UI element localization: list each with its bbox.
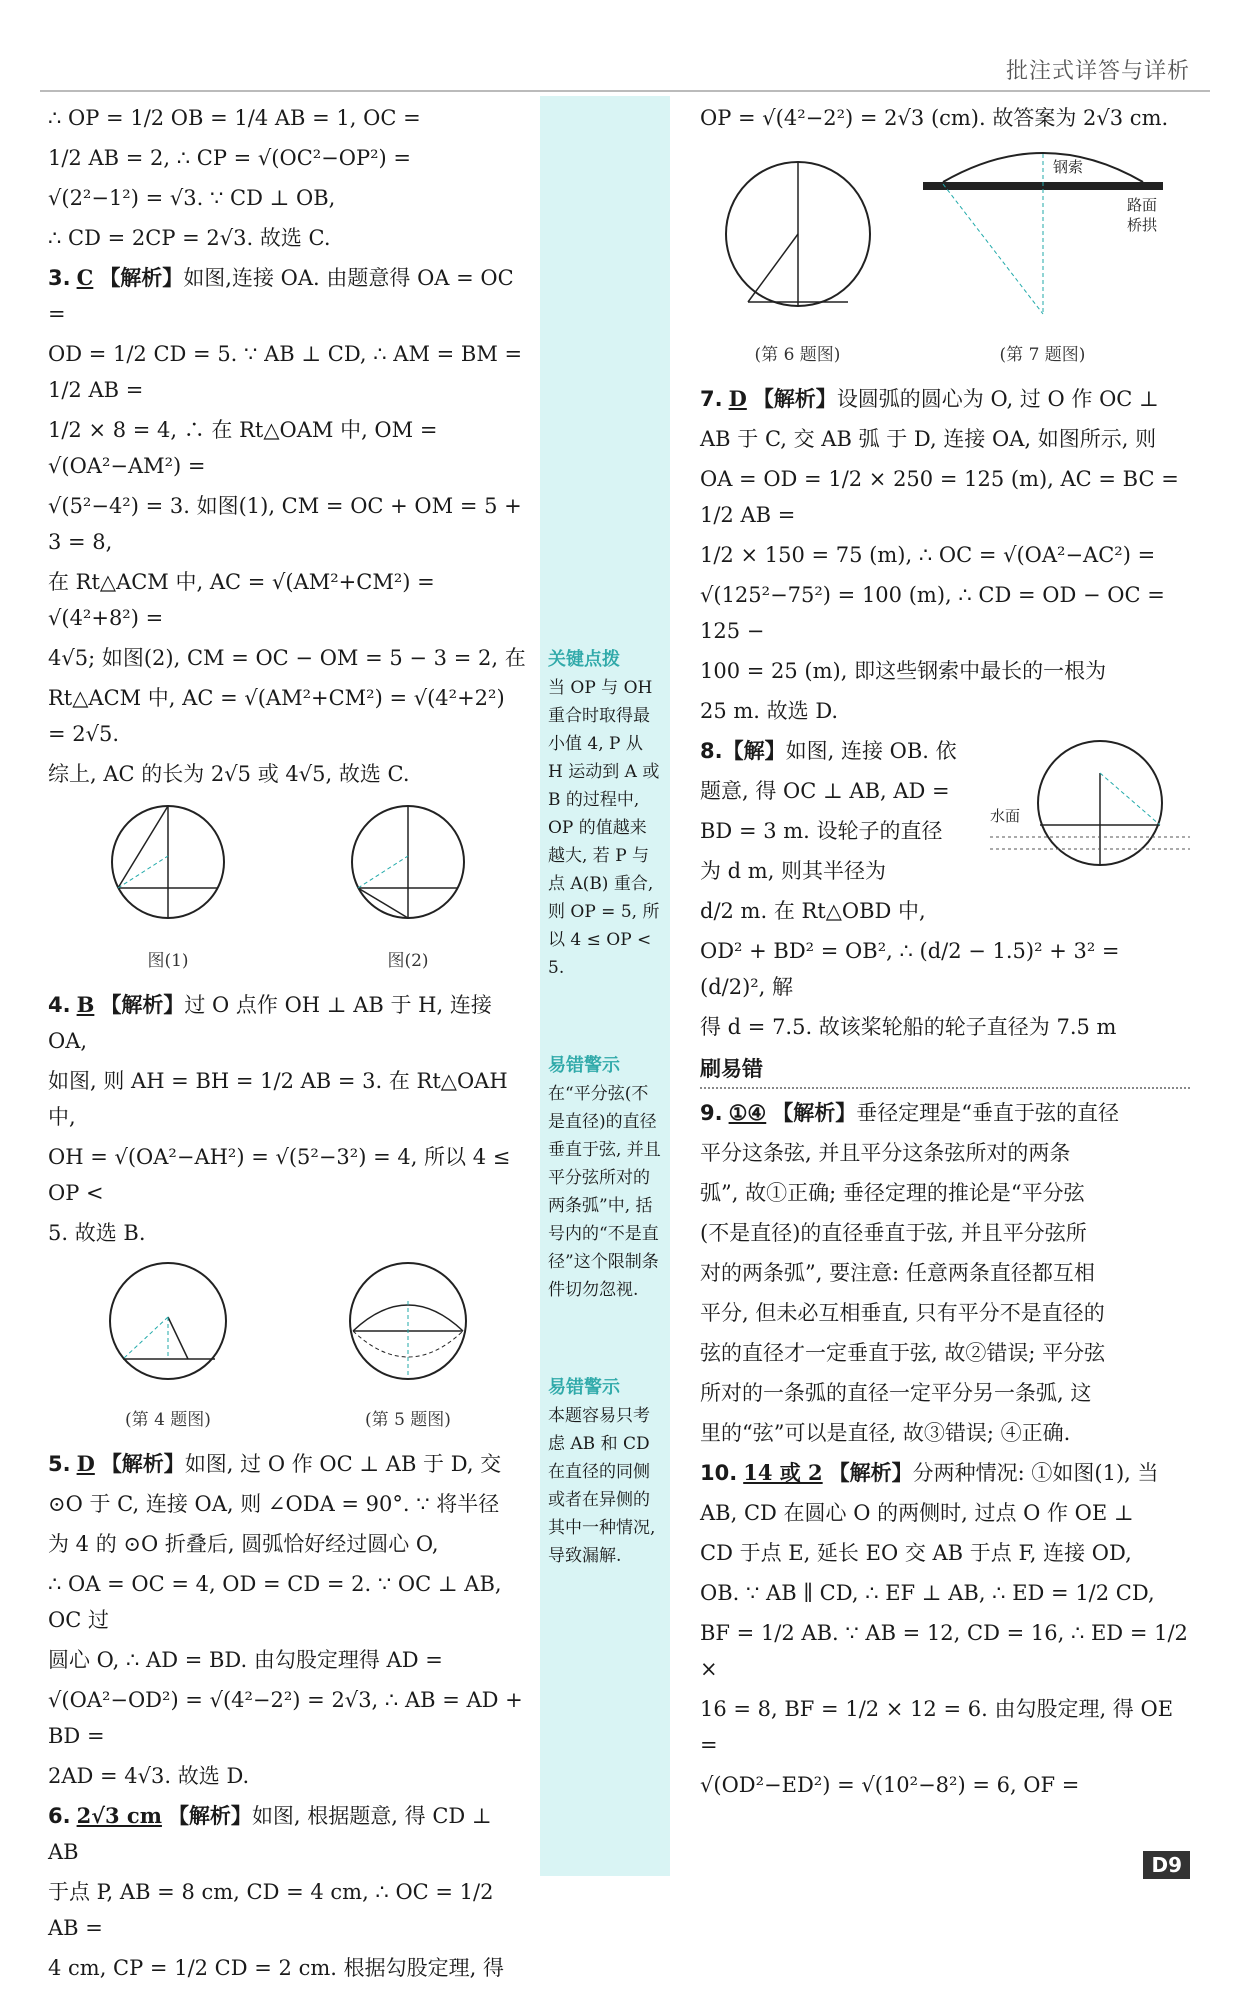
question-3: [48, 260, 528, 979]
q7-line: 100 = 25 (m), 即这些钢索中最长的一根为: [700, 659, 1107, 683]
q8-line: 得 d = 7.5. 故该桨轮船的轮子直径为 7.5 m: [700, 1015, 1117, 1039]
sidebar-heading-warning-1: 易错警示: [548, 1055, 620, 1076]
section-heading: 刷易错: [700, 1051, 1190, 1089]
sidebar-heading-warning-2: 易错警示: [548, 1377, 620, 1398]
q7-label-cable: 钢索: [1052, 158, 1083, 176]
q6-line: 于点 P, AB = 8 cm, CD = 4 cm, ∴ OC = 1/2 AB =: [48, 1880, 494, 1940]
q3-figure-1-caption: 图(1): [147, 951, 189, 971]
q7-line: OA = OD = 1/2 × 250 = 125 (m), AC = BC = 1/2 AB =: [700, 467, 1179, 527]
q7-line: 设圆弧的圆心为 O, 过 O 作 OC ⊥: [836, 387, 1159, 411]
q10-answer: 14 或 2: [743, 1460, 823, 1485]
q5-line: 为 4 的 ⊙O 折叠后, 圆弧恰好经过圆心 O,: [48, 1532, 439, 1556]
page-number: D9: [1143, 1851, 1190, 1879]
q7-line: AB 于 C, 交 AB 弧 于 D, 连接 OA, 如图所示, 则: [700, 427, 1157, 451]
q3-line: 4√5; 如图(2), CM = OC − OM = 5 − 3 = 2, 在: [48, 646, 526, 670]
q4-tag: 【解析】: [100, 993, 185, 1017]
q4-line: 过 O 点作 OH ⊥ AB 于 H, 连接 OA,: [48, 993, 492, 1053]
q7-line: √(125²−75²) = 100 (m), ∴ CD = OD − OC = 125 −: [700, 583, 1165, 643]
q10-line: √(OD²−ED²) = √(10²−8²) = 6, OF =: [700, 1773, 1080, 1797]
q9-answer: ①④: [728, 1100, 767, 1125]
q9-line: 弧”, 故①正确; 垂径定理的推论是“平分弦: [700, 1181, 1085, 1205]
q10-line: 分两种情况: ①如图(1), 当: [912, 1461, 1159, 1485]
q7-line: 1/2 × 150 = 75 (m), ∴ OC = √(OA²−AC²) =: [700, 543, 1156, 567]
q10-line: CD 于点 E, 延长 EO 交 AB 于点 F, 连接 OD,: [700, 1541, 1132, 1565]
intro-block: [48, 100, 528, 256]
q9-line: 平分, 但未必互相垂直, 只有平分不是直径的: [700, 1301, 1105, 1325]
intro-line: ∴ CD = 2CP = 2√3. 故选 C.: [48, 226, 331, 250]
annotation-sidebar: [540, 96, 670, 1876]
q6-number: 6.: [48, 1804, 71, 1828]
q10-line: AB, CD 在圆心 O 的两侧时, 过点 O 作 OE ⊥: [700, 1501, 1134, 1525]
header-divider: [40, 90, 1210, 92]
q6-answer: 2√3 cm: [76, 1803, 162, 1828]
q4-line: OH = √(OA²−AH²) = √(5²−3²) = 4, 所以 4 ≤ OP <: [48, 1145, 511, 1205]
q7-number: 7.: [700, 387, 723, 411]
question-9: [700, 1095, 1190, 1451]
q7-label-arch: 桥拱: [1126, 216, 1157, 234]
q10-number: 10.: [700, 1461, 738, 1485]
q5-tag: 【解析】: [100, 1452, 185, 1476]
q5-line: ∴ OA = OC = 4, OD = CD = 2. ∵ OC ⊥ AB, OC 过: [48, 1572, 502, 1632]
left-column: [48, 100, 528, 1990]
q3-line: 1/2 × 8 = 4, ∴ 在 Rt△OAM 中, OM = √(OA²−AM²) =: [48, 418, 438, 478]
q3-number: 3.: [48, 266, 71, 290]
q5-answer: D: [76, 1451, 95, 1476]
q3-line: Rt△ACM 中, AC = √(AM²+CM²) = √(4²+2²) = 2√5.: [48, 686, 505, 746]
q3-line: 在 Rt△ACM 中, AC = √(AM²+CM²) = √(4²+8²) =: [48, 570, 435, 630]
question-7: [700, 381, 1190, 729]
intro-line: ∴ OP = 1/2 OB = 1/4 AB = 1, OC =: [48, 106, 421, 130]
q5-figure-caption: (第 5 题图): [365, 1410, 451, 1430]
q3-line: 如图,连接 OA. 由题意得 OA = OC =: [48, 266, 514, 326]
q3-figure-1: [93, 800, 243, 979]
q8-water-label: 水面: [990, 807, 1021, 825]
q8-line: 为 d m, 则其半径为: [700, 859, 887, 883]
q8-tag: 【解】: [722, 739, 786, 763]
question-4: [48, 987, 528, 1438]
q8-number: 8.: [700, 739, 723, 763]
q6-continuation: OP = √(4²−2²) = 2√3 (cm). 故答案为 2√3 cm.: [700, 106, 1169, 130]
q5-line: √(OA²−OD²) = √(4²−2²) = 2√3, ∴ AB = AD + BD =: [48, 1688, 523, 1748]
question-8: [700, 733, 1190, 1045]
q9-line: 垂径定理是“垂直于弦的直径: [856, 1101, 1119, 1125]
q9-line: 平分这条弦, 并且平分这条弦所对的两条: [700, 1141, 1071, 1165]
q3-line: OD = 1/2 CD = 5. ∵ AB ⊥ CD, ∴ AM = BM = 1/2 AB =: [48, 342, 523, 402]
sidebar-text-warning-2: 本题容易只考虑 AB 和 CD 在直径的同侧或者在异侧的其中一种情况, 导致漏解.: [548, 1406, 656, 1566]
q8-line: d/2 m. 在 Rt△OBD 中,: [700, 899, 926, 923]
q6-line: 4 cm, CP = 1/2 CD = 2 cm. 根据勾股定理, 得: [48, 1956, 504, 1980]
q10-line: OB. ∵ AB ∥ CD, ∴ EF ⊥ AB, ∴ ED = 1/2 CD,: [700, 1581, 1155, 1605]
question-5: [48, 1446, 528, 1794]
q9-line: 所对的一条弧的直径一定平分另一条弧, 这: [700, 1381, 1092, 1405]
q4-answer: B: [76, 992, 95, 1017]
q5-line: 2AD = 4√3. 故选 D.: [48, 1764, 250, 1788]
q5-line: 圆心 O, ∴ AD = BD. 由勾股定理得 AD =: [48, 1648, 443, 1672]
intro-line: √(2²−1²) = √3. ∵ CD ⊥ OB,: [48, 186, 336, 210]
header-title: 批注式详答与详析: [1005, 59, 1190, 84]
q9-number: 9.: [700, 1101, 723, 1125]
q7-line: 25 m. 故选 D.: [700, 699, 839, 723]
q3-answer: C: [76, 265, 94, 290]
q4-figure: [93, 1259, 243, 1438]
q8-line: 题意, 得 OC ⊥ AB, AD =: [700, 779, 950, 803]
sidebar-heading-key-tip: 关键点拨: [548, 649, 620, 670]
sidebar-text-warning-1: 在“平分弦(不是直径)的直径垂直于弦, 并且平分弦所对的两条弧”中, 括号内的“不是直径”这个限制条件切勿忽视.: [548, 1084, 661, 1300]
q5-figure: [333, 1259, 483, 1438]
q9-tag: 【解析】: [772, 1101, 857, 1125]
q7-answer: D: [728, 386, 747, 411]
q6-tag: 【解析】: [167, 1804, 252, 1828]
q6-figure: [718, 144, 878, 373]
q8-figure: [990, 733, 1190, 883]
q3-line: √(5²−4²) = 3. 如图(1), CM = OC + OM = 5 + 3 = 8,: [48, 494, 522, 554]
q4-line: 5. 故选 B.: [48, 1221, 146, 1245]
q6-line: 如图, 根据题意, 得 CD ⊥ AB: [48, 1804, 492, 1864]
q7-label-road: 路面: [1126, 196, 1157, 214]
right-column: [700, 100, 1190, 1807]
q9-line: 里的“弦”可以是直径, 故③错误; ④正确.: [700, 1421, 1071, 1445]
q7-figure-caption: (第 7 题图): [999, 345, 1086, 365]
intro-line: 1/2 AB = 2, ∴ CP = √(OC²−OP²) =: [48, 146, 412, 170]
q8-line: OD² + BD² = OB², ∴ (d/2 − 1.5)² + 3² = (d/2)², 解: [700, 939, 1120, 999]
q5-line: 如图, 过 O 作 OC ⊥ AB 于 D, 交: [184, 1452, 502, 1476]
q10-line: BF = 1/2 AB. ∵ AB = 12, CD = 16, ∴ ED = 1/2 ×: [700, 1621, 1188, 1681]
q6-figure-caption: (第 6 题图): [754, 345, 841, 365]
question-10: [700, 1455, 1190, 1803]
q5-number: 5.: [48, 1452, 71, 1476]
q9-line: (不是直径)的直径垂直于弦, 并且平分弦所: [700, 1221, 1087, 1245]
q9-line: 弦的直径才一定垂直于弦, 故②错误; 平分弦: [700, 1341, 1106, 1365]
q3-figure-2-caption: 图(2): [387, 951, 429, 971]
question-6: [48, 1798, 528, 1986]
q4-number: 4.: [48, 993, 71, 1017]
q9-line: 对的两条弧”, 要注意: 任意两条直径都互相: [700, 1261, 1095, 1285]
q7-tag: 【解析】: [752, 387, 837, 411]
q4-line: 如图, 则 AH = BH = 1/2 AB = 3. 在 Rt△OAH 中,: [48, 1069, 508, 1129]
q3-tag: 【解析】: [99, 266, 184, 290]
q3-figure-2: [333, 800, 483, 979]
q3-line: 综上, AC 的长为 2√5 或 4√5, 故选 C.: [48, 762, 410, 786]
q4-figure-caption: (第 4 题图): [125, 1410, 211, 1430]
q5-line: ⊙O 于 C, 连接 OA, 则 ∠ODA = 90°. ∵ 将半径: [48, 1492, 500, 1516]
sidebar-text-key-tip: 当 OP 与 OH 重合时取得最小值 4, P 从 H 运动到 A 或 B 的过程中, OP 的值越来越大, 若 P 与点 A(B) 重合, 则 OP = 5, 所以 4 ≤ OP < 5.: [548, 678, 660, 978]
q10-tag: 【解析】: [828, 1461, 913, 1485]
q10-line: 16 = 8, BF = 1/2 × 12 = 6. 由勾股定理, 得 OE =: [700, 1697, 1174, 1757]
q8-line: BD = 3 m. 设轮子的直径: [700, 819, 943, 843]
q8-line: 如图, 连接 OB. 依: [785, 739, 957, 763]
q7-figure: [913, 144, 1173, 373]
